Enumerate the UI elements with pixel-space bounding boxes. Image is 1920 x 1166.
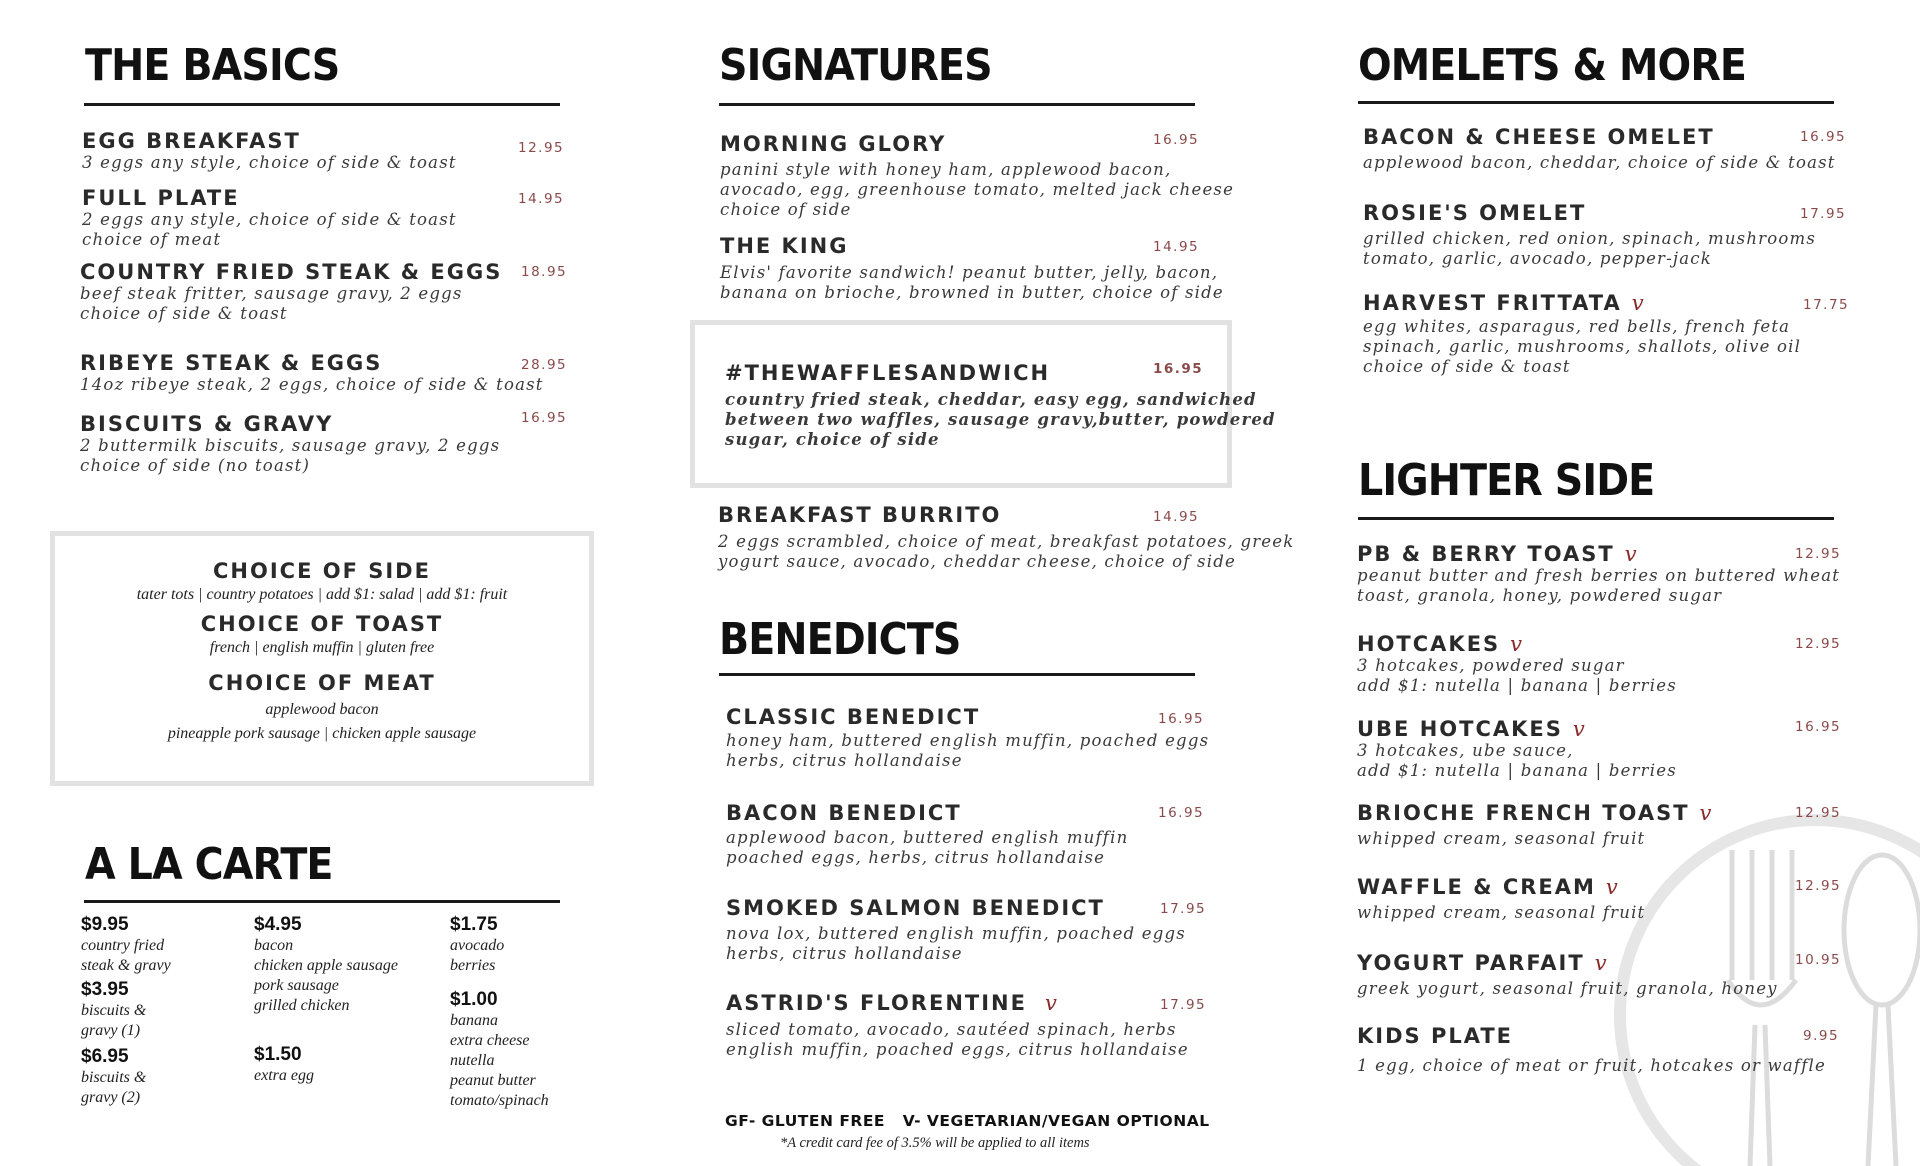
section-title-omelets: OMELETS & MORE [1358, 40, 1747, 91]
menu-item [80, 260, 502, 324]
choices-box [50, 531, 594, 786]
item-price: 12.95 [518, 140, 565, 156]
a-la-carte-column [81, 914, 171, 1108]
item-price: 18.95 [521, 264, 568, 280]
menu-item [1357, 875, 1645, 923]
item-description: applewood bacon, cheddar, choice of side & toast [1363, 153, 1836, 172]
item-description: peanut butter and fresh berries on buttered wheat [1357, 566, 1841, 585]
menu-item [1357, 717, 1677, 781]
menu-item [1357, 801, 1711, 849]
menu-item [82, 129, 457, 173]
a-la-carte-price: $1.00 [450, 989, 498, 1010]
item-description: grilled chicken, red onion, spinach, mushrooms [1363, 229, 1817, 248]
item-price: 12.95 [1795, 546, 1842, 562]
item-name: SMOKED SALMON BENEDICT [726, 896, 1105, 920]
a-la-carte-item: banana [450, 1012, 498, 1029]
item-price: 17.95 [1800, 206, 1847, 222]
menu-item [1363, 291, 1801, 377]
item-price: 12.95 [1795, 805, 1842, 821]
item-price: 12.95 [1795, 636, 1842, 652]
a-la-carte-item: biscuits & [81, 1069, 147, 1086]
a-la-carte-item: peanut butter [450, 1072, 536, 1089]
item-name: BRIOCHE FRENCH TOAST [1357, 801, 1690, 825]
item-price: 17.95 [1160, 901, 1207, 917]
section-divider [719, 103, 1195, 106]
item-name: BACON BENEDICT [726, 801, 962, 825]
item-price: 16.95 [1800, 129, 1847, 145]
item-description: sugar, choice of side [725, 430, 940, 449]
a-la-carte-column [254, 914, 398, 1086]
choice-of-toast-options: french | english muffin | gluten free [209, 639, 435, 656]
item-price: 16.95 [521, 410, 568, 426]
dietary-legend: GF- GLUTEN FREE V- VEGETARIAN/VEGAN OPTIONAL [725, 1112, 1210, 1130]
choice-of-meat-heading: CHOICE OF MEAT [208, 671, 436, 695]
item-description: herbs, citrus hollandaise [726, 944, 963, 963]
item-description: between two waffles, sausage gravy,butter, powdered [725, 410, 1276, 429]
choice-of-side-options: tater tots | country potatoes | add $1: salad | add $1: fruit [136, 586, 508, 603]
item-description: choice of meat [82, 230, 222, 249]
item-price: 14.95 [1153, 239, 1200, 255]
item-description: 3 hotcakes, ube sauce, [1357, 741, 1574, 760]
item-name: FULL PLATE [82, 186, 240, 210]
item-description: country fried steak, cheddar, easy egg, sandwiched [725, 390, 1257, 409]
item-price: 16.95 [1795, 719, 1842, 735]
choice-of-meat-options: applewood bacon [265, 701, 379, 718]
vegetarian-badge: v [1510, 632, 1523, 656]
a-la-carte-item: country fried [81, 937, 165, 954]
item-description: panini style with honey ham, applewood bacon, [720, 160, 1172, 179]
item-price: 17.75 [1803, 297, 1850, 313]
item-name: BISCUITS & GRAVY [80, 412, 334, 436]
item-description: 3 eggs any style, choice of side & toast [82, 153, 457, 172]
a-la-carte-price: $3.95 [81, 979, 129, 1000]
a-la-carte-item: bacon [254, 937, 294, 954]
a-la-carte-item: biscuits & [81, 1002, 147, 1019]
a-la-carte-item: steak & gravy [81, 957, 171, 974]
item-description: 2 eggs scrambled, choice of meat, breakfast potatoes, greek [718, 532, 1295, 551]
section-title-signatures: SIGNATURES [719, 40, 992, 91]
menu-item [80, 412, 500, 476]
item-description: banana on brioche, browned in butter, choice of side [720, 283, 1224, 302]
section-title-lighter-side: LIGHTER SIDE [1358, 455, 1655, 506]
item-name: BREAKFAST BURRITO [718, 503, 1002, 527]
item-description: choice of side & toast [1363, 357, 1571, 376]
a-la-carte-item: grilled chicken [254, 997, 350, 1014]
menu-item [1363, 201, 1816, 269]
item-description: spinach, garlic, mushrooms, shallots, olive oil [1363, 337, 1802, 356]
item-description: toast, granola, honey, powdered sugar [1357, 586, 1723, 605]
section-divider [84, 900, 560, 903]
item-description: nova lox, buttered english muffin, poached eggs [726, 924, 1186, 943]
a-la-carte-item: nutella [450, 1052, 495, 1069]
item-price: 28.95 [521, 357, 568, 373]
menu-item [720, 234, 1224, 303]
a-la-carte-item: avocado [450, 937, 505, 954]
item-description: poached eggs, herbs, citrus hollandaise [726, 848, 1106, 867]
item-name: HOTCAKES [1357, 632, 1501, 656]
section-divider [1358, 101, 1834, 104]
item-name: UBE HOTCAKES [1357, 717, 1563, 741]
section-divider [1358, 517, 1834, 520]
item-price: 16.95 [1153, 132, 1200, 148]
item-description: 2 buttermilk biscuits, sausage gravy, 2 eggs [80, 436, 501, 455]
item-name: ROSIE'S OMELET [1363, 201, 1587, 225]
menu-item [1357, 951, 1778, 999]
a-la-carte-price: $1.75 [450, 914, 498, 935]
item-price: 9.95 [1803, 1028, 1840, 1044]
item-description: 1 egg, choice of meat or fruit, hotcakes or waffle [1357, 1056, 1826, 1075]
a-la-carte-price: $1.50 [254, 1044, 302, 1065]
item-description: choice of side & toast [80, 304, 288, 323]
item-description: greek yogurt, seasonal fruit, granola, honey [1357, 979, 1778, 998]
menu-item [1357, 1024, 1826, 1076]
menu-item [1363, 125, 1836, 173]
menu-item [1357, 632, 1677, 696]
item-price: 14.95 [1153, 509, 1200, 525]
item-name: PB & BERRY TOAST [1357, 542, 1615, 566]
vegetarian-badge: v [1631, 291, 1644, 315]
a-la-carte-item: gravy (1) [81, 1022, 141, 1039]
choice-of-meat-options: pineapple pork sausage | chicken apple sausage [167, 725, 477, 742]
vegetarian-badge: v [1699, 801, 1712, 825]
item-description: 3 hotcakes, powdered sugar [1357, 656, 1625, 675]
section-divider [84, 103, 560, 106]
a-la-carte-item: pork sausage [254, 977, 339, 994]
item-price: 16.95 [1153, 361, 1204, 377]
a-la-carte-price: $6.95 [81, 1046, 129, 1067]
item-name: ASTRID'S FLORENTINE [726, 991, 1027, 1015]
a-la-carte-item: extra egg [254, 1067, 314, 1084]
item-description: whipped cream, seasonal fruit [1357, 903, 1646, 922]
item-description: 2 eggs any style, choice of side & toast [82, 210, 457, 229]
item-price: 17.95 [1160, 997, 1207, 1013]
menu-item [726, 896, 1186, 964]
item-description: choice of side (no toast) [80, 456, 311, 475]
item-name: RIBEYE STEAK & EGGS [80, 351, 383, 375]
section-title-a-la-carte: A LA CARTE [85, 839, 333, 890]
item-description: add $1: nutella | banana | berries [1357, 761, 1677, 780]
item-price: 12.95 [1795, 878, 1842, 894]
a-la-carte-price: $9.95 [81, 914, 129, 935]
item-description: choice of side [720, 200, 852, 219]
item-name: COUNTRY FRIED STEAK & EGGS [80, 260, 503, 284]
item-name: WAFFLE & CREAM [1357, 875, 1596, 899]
item-name: #THEWAFFLESANDWICH [725, 361, 1051, 385]
section-title-benedicts: BENEDICTS [719, 614, 961, 665]
item-description: whipped cream, seasonal fruit [1357, 829, 1646, 848]
item-description: egg whites, asparagus, red bells, french feta [1363, 317, 1791, 336]
item-description: herbs, citrus hollandaise [726, 751, 963, 770]
item-description: tomato, garlic, avocado, pepper-jack [1363, 249, 1712, 268]
a-la-carte-column [450, 914, 549, 1111]
item-description: add $1: nutella | banana | berries [1357, 676, 1677, 695]
menu-item [726, 801, 1128, 868]
item-name: EGG BREAKFAST [82, 129, 301, 153]
item-name: MORNING GLORY [720, 132, 947, 156]
vegetarian-badge: v [1624, 542, 1637, 566]
choice-of-toast-heading: CHOICE OF TOAST [200, 612, 444, 636]
menu-item [82, 186, 457, 250]
a-la-carte-item: berries [450, 957, 496, 974]
item-price: 16.95 [1158, 805, 1205, 821]
item-name: YOGURT PARFAIT [1357, 951, 1585, 975]
menu-item [726, 991, 1189, 1060]
vegetarian-badge: v [1572, 717, 1585, 741]
item-name: KIDS PLATE [1357, 1024, 1514, 1048]
item-description: english muffin, poached eggs, citrus hollandaise [726, 1040, 1189, 1059]
a-la-carte-item: tomato/spinach [450, 1092, 549, 1109]
a-la-carte-item: extra cheese [450, 1032, 530, 1049]
item-name: HARVEST FRITTATA [1363, 291, 1622, 315]
menu-item [718, 503, 1294, 572]
a-la-carte-price: $4.95 [254, 914, 302, 935]
item-description: yogurt sauce, avocado, cheddar cheese, choice of side [718, 552, 1236, 571]
menu-item [726, 705, 1209, 771]
item-description: sliced tomato, avocado, sautéed spinach, herbs [726, 1020, 1177, 1039]
item-price: 16.95 [1158, 711, 1205, 727]
a-la-carte-item: chicken apple sausage [254, 957, 398, 974]
item-price: 10.95 [1795, 952, 1842, 968]
item-name: THE KING [720, 234, 849, 258]
section-title-basics: THE BASICS [85, 40, 340, 91]
item-description: honey ham, buttered english muffin, poached eggs [726, 731, 1210, 750]
vegetarian-badge: v [1044, 991, 1057, 1015]
section-divider [719, 673, 1195, 676]
menu-item [80, 351, 544, 395]
item-description: beef steak fritter, sausage gravy, 2 eggs [80, 284, 463, 303]
item-description: Elvis' favorite sandwich! peanut butter, jelly, bacon, [720, 263, 1219, 282]
item-description: 14oz ribeye steak, 2 eggs, choice of side & toast [80, 375, 544, 394]
item-description: avocado, egg, greenhouse tomato, melted jack cheese [720, 180, 1235, 199]
credit-card-fee-note: *A credit card fee of 3.5% will be applied to all items [780, 1135, 1090, 1151]
item-name: CLASSIC BENEDICT [726, 705, 981, 729]
a-la-carte-item: gravy (2) [81, 1089, 141, 1106]
menu-item [1357, 542, 1840, 606]
item-name: BACON & CHEESE OMELET [1363, 125, 1715, 149]
choice-of-side-heading: CHOICE OF SIDE [213, 559, 431, 583]
item-price: 14.95 [518, 191, 565, 207]
vegetarian-badge: v [1594, 951, 1607, 975]
item-description: applewood bacon, buttered english muffin [726, 828, 1129, 847]
vegetarian-badge: v [1605, 875, 1618, 899]
